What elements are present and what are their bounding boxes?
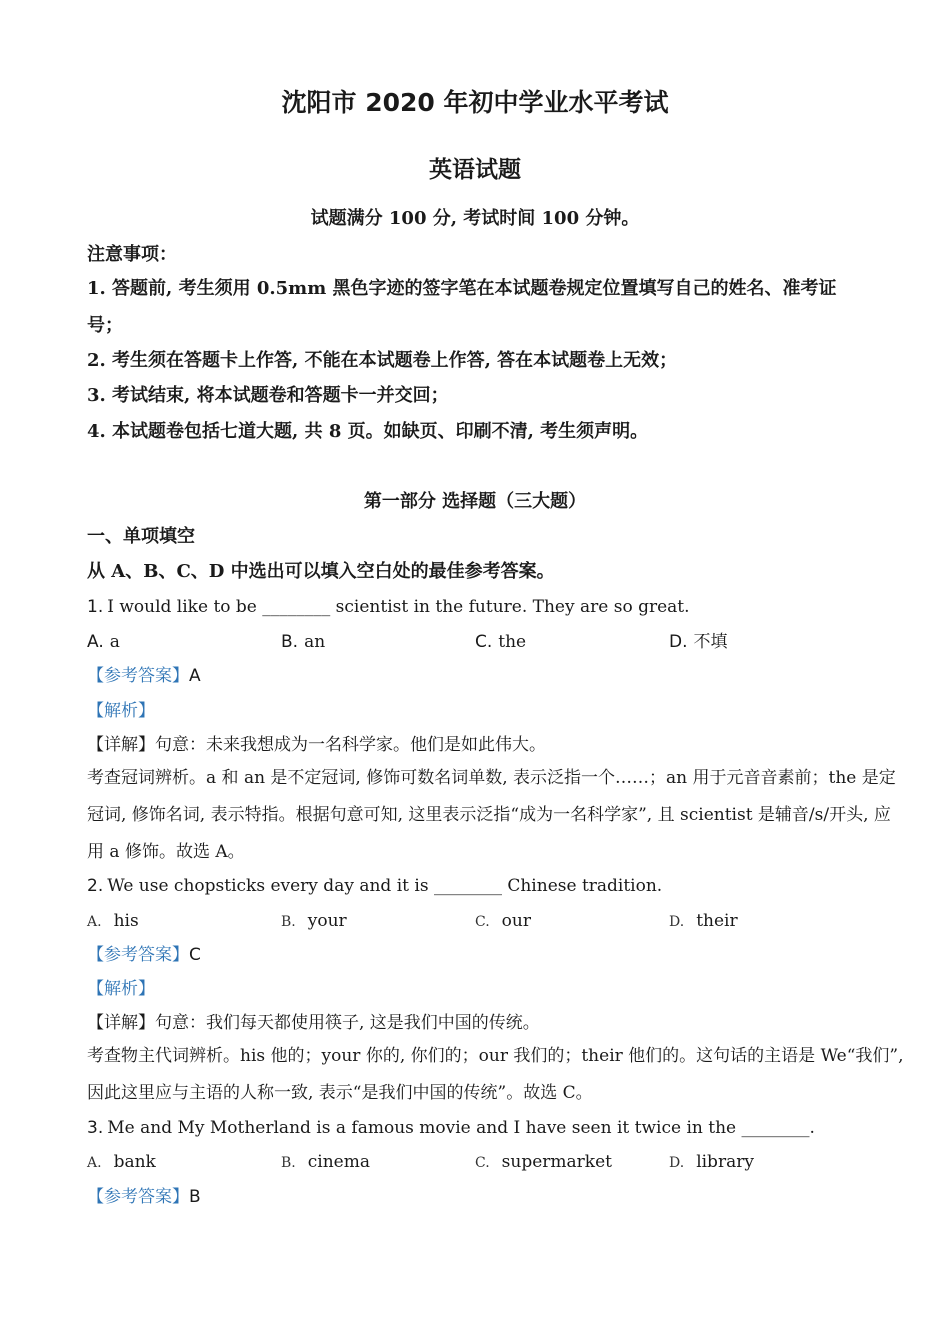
question-stem	[87, 595, 863, 619]
options-row	[87, 909, 863, 933]
option-b	[281, 1150, 370, 1175]
notes-item: 2. 考生须在答题卡上作答, 不能在本试题卷上作答, 答在本试题卷上无效；	[87, 350, 678, 371]
question-text: We use chopsticks every day and it is ________ Chinese tradition.	[107, 876, 663, 896]
answer-label: 【参考答案】	[87, 945, 189, 965]
option-label: B.	[281, 632, 299, 652]
option-c	[475, 630, 526, 654]
answer-line	[87, 943, 863, 967]
explanation-line: 用 a 修饰。故选 A。	[87, 842, 245, 862]
explanation-line: 冠词, 修饰名词, 表示特指。根据句意可知, 这里表示泛指“成为一名科学家”, 且 scientist 是辅音/s/开头, 应	[87, 805, 891, 825]
question-number: 3.	[87, 1118, 104, 1138]
notes-item: 3. 考试结束, 将本试题卷和答题卡一并交回；	[87, 385, 449, 406]
options-row	[87, 1150, 863, 1174]
notes-item: 4. 本试题卷包括七道大题, 共 8 页。如缺页、印刷不清, 考生须声明。	[87, 421, 649, 442]
option-text: a	[109, 632, 120, 652]
option-label: C.	[475, 914, 490, 930]
explanation-line: 考查冠词辨析。a 和 an 是不定冠词, 修饰可数名词单数, 表示泛指一个……；an 用于元音音素前；the 是定	[87, 768, 896, 788]
option-text: our	[501, 911, 531, 931]
option-d	[669, 1150, 754, 1175]
option-label: A.	[87, 632, 104, 652]
answer-value: B	[189, 1187, 201, 1207]
option-text: his	[113, 911, 139, 931]
option-a	[87, 630, 120, 654]
answer-line	[87, 1185, 863, 1209]
option-label: D.	[669, 1155, 685, 1171]
option-a	[87, 1150, 156, 1175]
explanation-line: 因此这里应与主语的人称一致, 表示“是我们中国的传统”。故选 C。	[87, 1083, 593, 1103]
notes-heading: 注意事项：	[87, 244, 177, 265]
answer-value: A	[189, 666, 201, 686]
option-a	[87, 909, 139, 934]
part-title: 第一部分 选择题（三大题）	[363, 491, 587, 512]
options-row	[87, 630, 863, 654]
option-label: B.	[281, 1155, 296, 1171]
notes-item: 号；	[87, 315, 123, 336]
question-number: 1.	[87, 597, 104, 617]
option-text: cinema	[307, 1152, 370, 1172]
option-text: bank	[113, 1152, 156, 1172]
detail-line: 【详解】句意：我们每天都使用筷子, 这是我们中国的传统。	[87, 1013, 540, 1033]
option-text: their	[696, 911, 738, 931]
option-label: B.	[281, 914, 296, 930]
exam-subtitle: 英语试题	[429, 157, 521, 183]
answer-label: 【参考答案】	[87, 1187, 189, 1207]
option-b	[281, 630, 325, 654]
exam-info: 试题满分 100 分, 考试时间 100 分钟。	[310, 208, 640, 229]
option-c	[475, 1150, 612, 1175]
question-text: Me and My Motherland is a famous movie and I have seen it twice in the ________.	[107, 1118, 815, 1138]
exam-title: 沈阳市 2020 年初中学业水平考试	[281, 88, 669, 117]
question-stem	[87, 874, 863, 898]
explanation-line: 考查物主代词辨析。his 他的；your 你的, 你们的；our 我们的；their 他们的。这句话的主语是 We“我们”,	[87, 1046, 904, 1066]
option-label: A.	[87, 914, 102, 930]
option-text: the	[498, 632, 527, 652]
section-instruction: 从 A、B、C、D 中选出可以填入空白处的最佳参考答案。	[87, 561, 555, 582]
detail-line: 【详解】句意：未来我想成为一名科学家。他们是如此伟大。	[87, 735, 546, 755]
option-d	[669, 909, 738, 934]
notes-item: 1. 答题前, 考生须用 0.5mm 黑色字迹的签字笔在本试题卷规定位置填写自己的姓名、准考证	[87, 278, 837, 299]
option-label: D.	[669, 914, 685, 930]
analysis-label: 【解析】	[87, 701, 155, 721]
question-number: 2.	[87, 876, 104, 896]
option-text: 不填	[693, 632, 728, 652]
question-text: I would like to be ________ scientist in the future. They are so great.	[107, 597, 690, 617]
analysis-label: 【解析】	[87, 979, 155, 999]
answer-line	[87, 664, 863, 688]
option-text: your	[307, 911, 347, 931]
answer-label: 【参考答案】	[87, 666, 189, 686]
section-heading: 一、单项填空	[87, 526, 195, 547]
option-label: A.	[87, 1155, 102, 1171]
option-label: D.	[669, 632, 688, 652]
option-d	[669, 630, 728, 654]
option-label: C.	[475, 1155, 490, 1171]
option-b	[281, 909, 347, 934]
option-text: supermarket	[501, 1152, 612, 1172]
option-text: an	[304, 632, 326, 652]
option-label: C.	[475, 632, 493, 652]
answer-value: C	[189, 945, 201, 965]
option-text: library	[696, 1152, 754, 1172]
option-c	[475, 909, 531, 934]
question-stem	[87, 1116, 863, 1140]
